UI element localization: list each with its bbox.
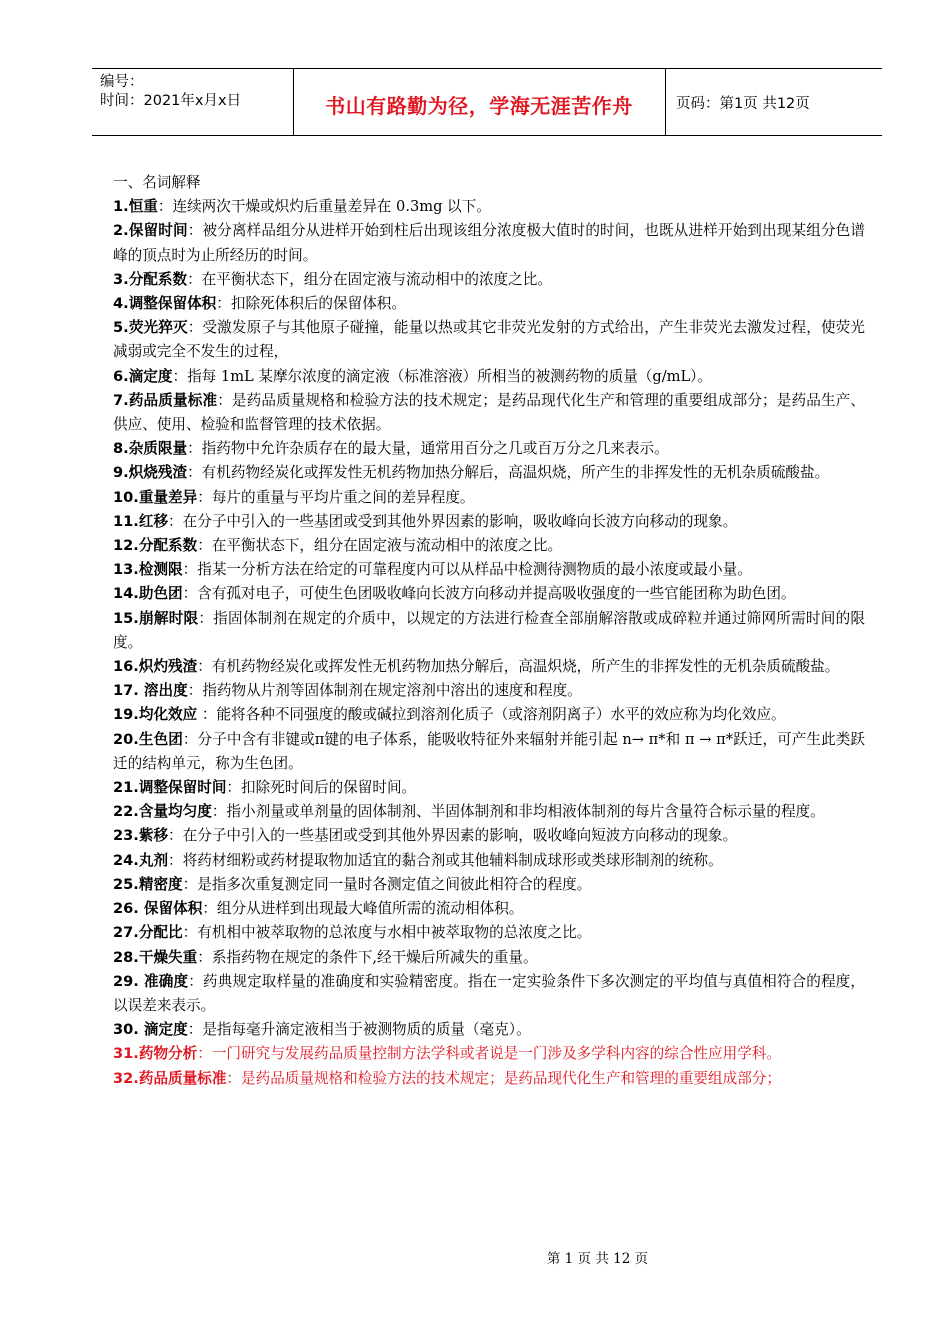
definition-text: ：是药品质量规格和检验方法的技术规定；是药品现代化生产和管理的重要组成部分；是药品生产、供应、使用、检验和监督管理的技术依据。 [113,391,865,434]
definition-entry [113,897,865,921]
definition-entry [113,389,865,437]
definition-entry [113,921,865,945]
definition-entry [113,824,865,848]
definition-term: 29. 准确度 [113,972,189,990]
definition-entry [113,195,865,219]
definition-entry [113,268,865,292]
definition-text: ：药典规定取样量的准确度和实验精密度。指在一定实验条件下多次测定的平均值与真值相符合的程度，以误差来表示。 [113,972,865,1014]
definition-term: 25.精密度 [113,875,183,893]
definition-text: ：是指每毫升滴定液相当于被测物质的质量（毫克）。 [187,1021,531,1039]
definition-term: 21.调整保留时间 [113,779,227,797]
definition-term: 17. 溶出度 [113,682,188,700]
definition-entry [113,946,865,970]
definition-term: 4.调整保留体积 [113,295,217,313]
definition-text: ：在平衡状态下，组分在固定液与流动相中的浓度之比。 [197,537,563,555]
definition-text: ：在平衡状态下，组分在固定液与流动相中的浓度之比。 [187,270,552,288]
definition-text: ：受激发原子与其他原子碰撞，能量以热或其它非荧光发射的方式给出，产生非荧光去激发过程，使荧光减弱或完全不发生的过程， [113,319,865,361]
serial-label: 编号： [100,74,144,90]
definition-entry [113,607,865,655]
definition-text: ：组分从进样到出现最大峰值所需的流动相体积。 [202,900,524,918]
definition-term: 16.炽灼残渣 [113,658,198,676]
definition-text: ：系指药物在规定的条件下,经干燥后所减失的重量。 [197,948,538,966]
definition-term: 5.荧光猝灭 [113,319,188,337]
definition-entry [113,437,865,461]
definition-term: 10.重量差异 [113,488,198,506]
definition-term: 32.药品质量标准 [113,1069,227,1087]
definition-entry [113,728,865,776]
definition-entry [113,219,865,267]
definition-entry [113,1067,865,1091]
header-divider-right [665,68,666,135]
definition-text: ：在分子中引入的一些基团或受到其他外界因素的影响，吸收峰向长波方向移动的现象。 [168,512,738,530]
definition-text: ：含有孤对电子，可使生色团吸收峰向长波方向移动并提高吸收强度的一些官能团称为助色团。 [182,585,796,603]
page-footer [0,1247,950,1267]
definition-entry [113,510,865,534]
definition-term: 1.恒重 [113,198,158,216]
definition-term: 6.滴定度 [113,367,173,385]
definition-text: ：指药物从片剂等固体制剂在规定溶剂中溶出的速度和程度。 [187,682,582,700]
definition-text: ：是药品质量规格和检验方法的技术规定；是药品现代化生产和管理的重要组成部分； [226,1069,781,1087]
definition-term: 2.保留时间 [113,222,188,240]
definition-entry [113,849,865,873]
definition-term: 11.红移 [113,512,169,530]
definition-term: 22.含量均匀度 [113,803,212,821]
page-label: 页码：第1页 共12页 [676,96,810,112]
definition-entry [113,800,865,824]
time-label: 时间：2021年x月x日 [100,93,242,109]
definition-entry [113,776,865,800]
definition-text: ：有机药物经炭化或挥发性无机药物加热分解后，高温炽烧，所产生的非挥发性的无机杂质硫酸盐。 [187,464,830,482]
definition-entry [113,558,865,582]
definition-term: 19.均化效应 [113,706,198,724]
definition-text: ：指某一分析方法在给定的可靠程度内可以从样品中检测待测物质的最小浓度或最小量。 [182,561,752,579]
definition-term: 7.药品质量标准 [113,391,218,409]
definition-entry [113,316,865,364]
document-body [113,171,865,1091]
definition-text: ：指药物中允许杂质存在的最大量，通常用百分之几或百万分之几来表示。 [187,440,669,458]
definition-entry [113,486,865,510]
definition-text: ：将药材细粉或药材提取物加适宜的黏合剂或其他辅料制成球形或类球形制剂的统称。 [168,851,723,869]
definition-text: ：指小剂量或单剂量的固体制剂、半固体制剂和非均相液体制剂的每片含量符合标示量的程度。 [211,803,825,821]
definition-entry [113,582,865,606]
definition-text: ：能将各种不同强度的酸或碱拉到溶剂化质子（或溶剂阴离子）水平的效应称为均化效应。 [197,706,786,724]
section-title: 一、名词解释 [113,174,201,191]
definition-entry [113,1042,865,1066]
definition-text: ：有机相中被萃取物的总浓度与水相中被萃取物的总浓度之比。 [182,924,592,942]
definition-term: 30. 滴定度 [113,1021,188,1039]
definition-entry [113,655,865,679]
definition-term: 9.炽烧残渣 [113,464,188,482]
header-motto: 书山有路勤为径，学海无涯苦作舟 [325,94,633,118]
definition-text: ：每片的重量与平均片重之间的差异程度。 [197,488,475,506]
definition-text: ：扣除死体积后的保留体积。 [216,295,406,313]
definition-entry [113,365,865,389]
definition-text: ：有机药物经炭化或挥发性无机药物加热分解后，高温炽烧，所产生的非挥发性的无机杂质硫酸盐。 [197,658,840,676]
definition-term: 24.丸剂 [113,851,169,869]
definition-entry [113,534,865,558]
definition-text: ：分子中含有非键或π键的电子体系，能吸收特征外来辐射并能引起 n→ π*和 π → π*跃迁，可产生此类跃迁的结构单元，称为生色团。 [113,730,865,772]
definition-text: ：扣除死时间后的保留时间。 [226,779,417,797]
definition-term: 28.干燥失重 [113,948,198,966]
definition-term: 12.分配系数 [113,537,198,555]
definition-term: 15.崩解时限 [113,609,199,627]
definition-entry [113,1018,865,1042]
definition-entry [113,679,865,703]
definition-term: 23.紫移 [113,827,169,845]
definition-term: 20.生色团 [113,730,183,748]
definition-term: 26. 保留体积 [113,900,203,918]
definition-term: 27.分配比 [113,924,183,942]
header-top-rule [92,68,882,69]
definition-entry [113,461,865,485]
definition-text: ：连续两次干燥或炽灼后重量差异在 0.3mg 以下。 [157,198,491,216]
definition-term: 3.分配系数 [113,270,188,288]
definition-list [113,195,865,1091]
definition-term: 13.检测限 [113,561,183,579]
definition-text: ：在分子中引入的一些基团或受到其他外界因素的影响，吸收峰向短波方向移动的现象。 [168,827,738,845]
definition-term: 8.杂质限量 [113,440,188,458]
header-bottom-rule [92,135,882,136]
definition-entry [113,873,865,897]
definition-text: ：指每 1mL 某摩尔浓度的滴定液（标准溶液）所相当的被测药物的质量（g/mL）。 [172,367,713,385]
definition-text: ：被分离样品组分从进样开始到柱后出现该组分浓度极大值时的时间，也既从进样开始到出现某组分色谱峰的顶点时为止所经历的时间。 [113,222,865,264]
definition-text: ：一门研究与发展药品质量控制方法学科或者说是一门涉及多学科内容的综合性应用学科。 [197,1045,781,1063]
definition-entry [113,292,865,316]
definition-term: 14.助色团 [113,585,183,603]
definition-entry [113,970,865,1018]
footer-page-number: 第 1 页 共 12 页 [546,1251,649,1267]
definition-term: 31.药物分析 [113,1045,198,1063]
definition-entry [113,703,865,727]
definition-text: ：是指多次重复测定同一量时各测定值之间彼此相符合的程度。 [182,875,592,893]
definition-text: ：指固体制剂在规定的介质中，以规定的方法进行检查全部崩解溶散或成碎粒并通过筛网所需时间的限度。 [113,609,865,651]
